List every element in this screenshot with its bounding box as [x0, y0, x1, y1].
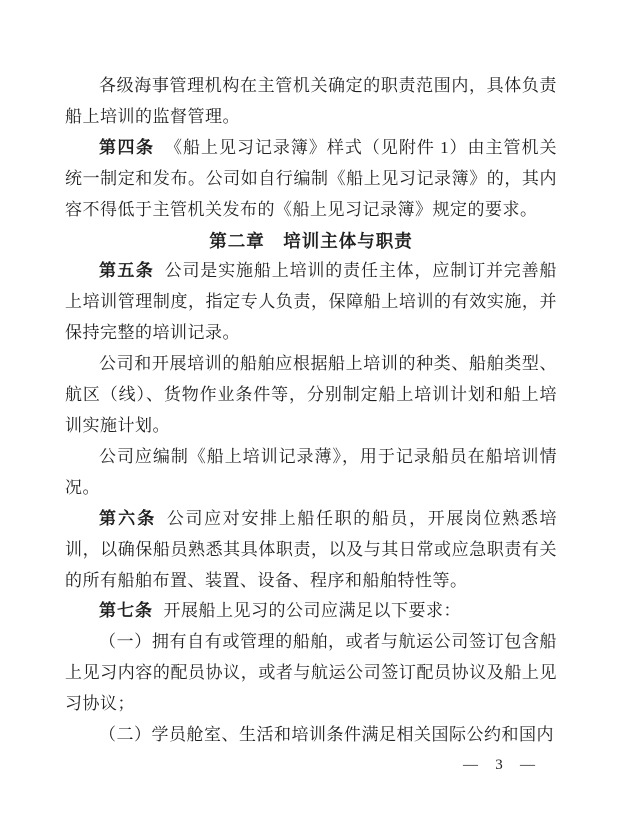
- paragraph-article-5: [65, 256, 557, 349]
- article-number-label: 第七条: [99, 601, 153, 621]
- page-number-dash-left: —: [463, 757, 478, 773]
- paragraph: [65, 349, 557, 442]
- article-number-label: 第五条: [99, 261, 155, 281]
- article-number-label: 第六条: [99, 508, 157, 528]
- paragraph-text: 公司是实施船上培训的责任主体，应制订并完善船上培训管理制度，指定专人负责，保障船上培训的有效实施，并保持完整的培训记录。: [65, 261, 558, 343]
- article-number-label: 第四条: [99, 137, 155, 157]
- paragraph-text: （一）拥有自有或管理的船舶，或者与航运公司签订包含船上见习内容的配员协议，或者与航运公司签订配员协议及船上见习协议；: [65, 632, 557, 714]
- chapter-heading: 第二章 培训主体与职责: [209, 230, 413, 251]
- document-body: [65, 71, 557, 751]
- paragraph-article-7: [65, 596, 557, 627]
- paragraph-text: 各级海事管理机构在主管机关确定的职责范围内，具体负责船上培训的监督管理。: [65, 76, 557, 126]
- page-number-value: 3: [495, 757, 503, 773]
- page-number: [463, 756, 535, 774]
- paragraph-article-4: [65, 133, 557, 226]
- list-item-1: [65, 627, 557, 720]
- paragraph-text: 公司和开展培训的船舶应根据船上培训的种类、船舶类型、航区（线）、货物作业条件等，分别制定船上培训计划和船上培训实施计划。: [65, 354, 557, 435]
- paragraph: [65, 71, 557, 133]
- paragraph-text: （二）学员舱室、生活和培训条件满足相关国际公约和国内: [99, 725, 554, 745]
- page-number-dash-right: —: [520, 757, 535, 773]
- paragraph: [65, 442, 557, 504]
- paragraph-text: 公司应编制《船上培训记录薄》，用于记录船员在船培训情况。: [65, 446, 557, 497]
- paragraph-text: 开展船上见习的公司应满足以下要求：: [163, 601, 462, 621]
- paragraph-article-6: [65, 504, 557, 597]
- paragraph-text: 公司应对安排上船任职的船员，开展岗位熟悉培训，以确保船员熟悉其具体职责，以及与其日常或应急职责有关的所有船舶布置、装置、设备、程序和船舶特性等。: [65, 508, 558, 590]
- list-item-2: [65, 720, 557, 751]
- paragraph-text: 《船上见习记录簿》样式（见附件 1）由主管机关统一制定和发布。公司如自行编制《船上见习记录簿》的，其内容不得低于主管机关发布的《船上见习记录簿》规定的要求。: [65, 137, 558, 219]
